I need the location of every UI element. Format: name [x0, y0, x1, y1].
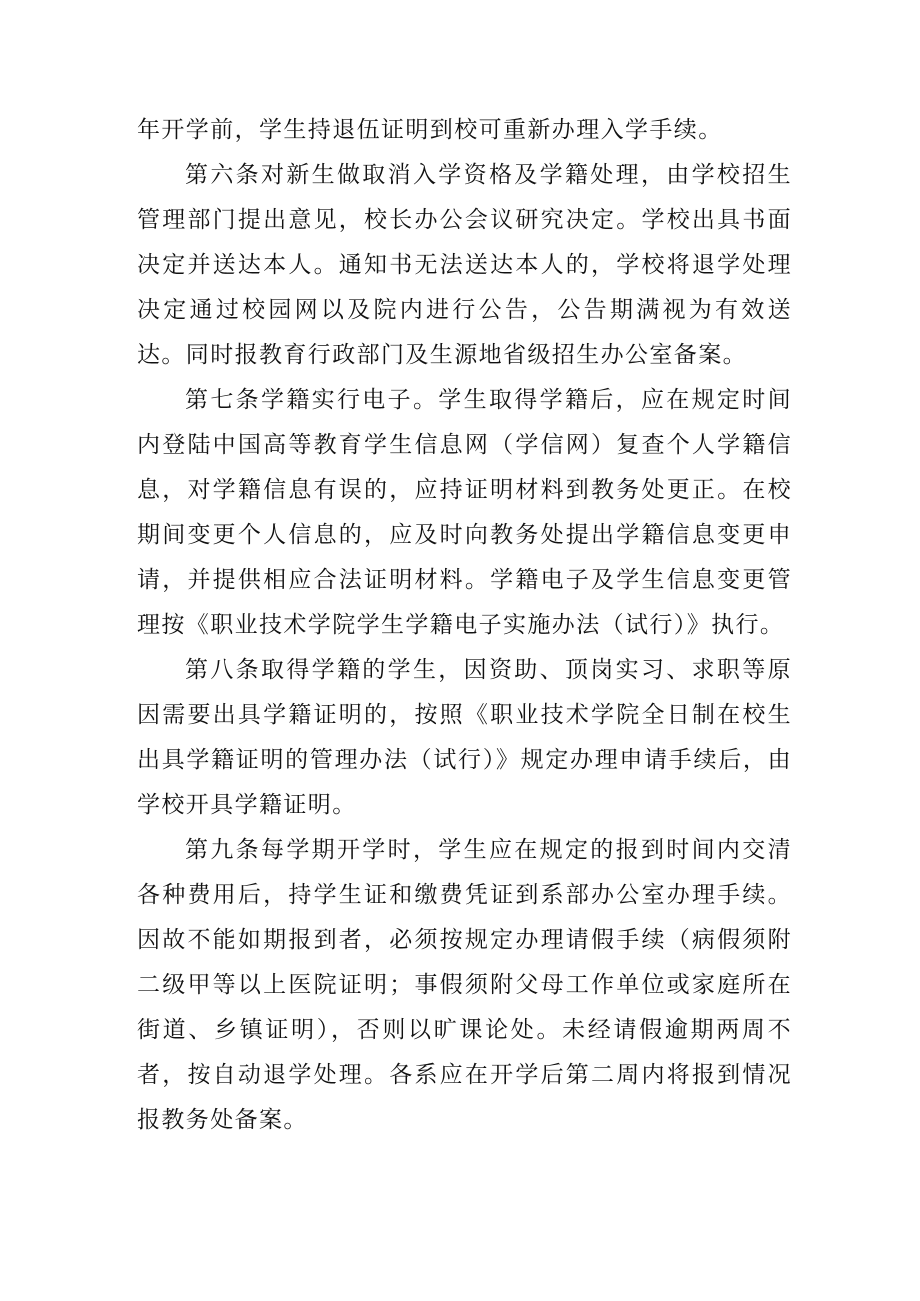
paragraph-article-7: 第七条学籍实行电子。学生取得学籍后，应在规定时间内登陆中国高等教育学生信息网（学信网）复查个人学籍信息，对学籍信息有误的，应持证明材料到教务处更正。在校期间变更个人信息的，应及时向教务处提出学籍信息变更申请，并提供相应合法证明材料。学籍电子及学生信息变更管理按《职业技术学院学生学籍电子实施办法（试行）》执行。 [137, 387, 792, 638]
paragraph-continuation: 年开学前，学生持退伍证明到校可重新办理入学手续。 [137, 117, 723, 143]
document-body [137, 108, 792, 1143]
paragraph-article-6: 第六条对新生做取消入学资格及学籍处理，由学校招生管理部门提出意见，校长办公会议研究决定。学校出具书面决定并送达本人。通知书无法送达本人的，学校将退学处理决定通过校园网以及院内进行公告，公告期满视为有效送达。同时报教育行政部门及生源地省级招生办公室备案。 [137, 162, 792, 368]
paragraph-article-9: 第九条每学期开学时，学生应在规定的报到时间内交清各种费用后，持学生证和缴费凭证到系部办公室办理手续。因故不能如期报到者，必须按规定办理请假手续（病假须附二级甲等以上医院证明；事假须附父母工作单位或家庭所在街道、乡镇证明），否则以旷课论处。未经请假逾期两周不者，按自动退学处理。各系应在开学后第二周内将报到情况报教务处备案。 [137, 837, 792, 1133]
paragraph-article-8: 第八条取得学籍的学生，因资助、顶岗实习、求职等原因需要出具学籍证明的，按照《职业技术学院全日制在校生出具学籍证明的管理办法（试行）》规定办理申请手续后，由学校开具学籍证明。 [137, 657, 792, 818]
